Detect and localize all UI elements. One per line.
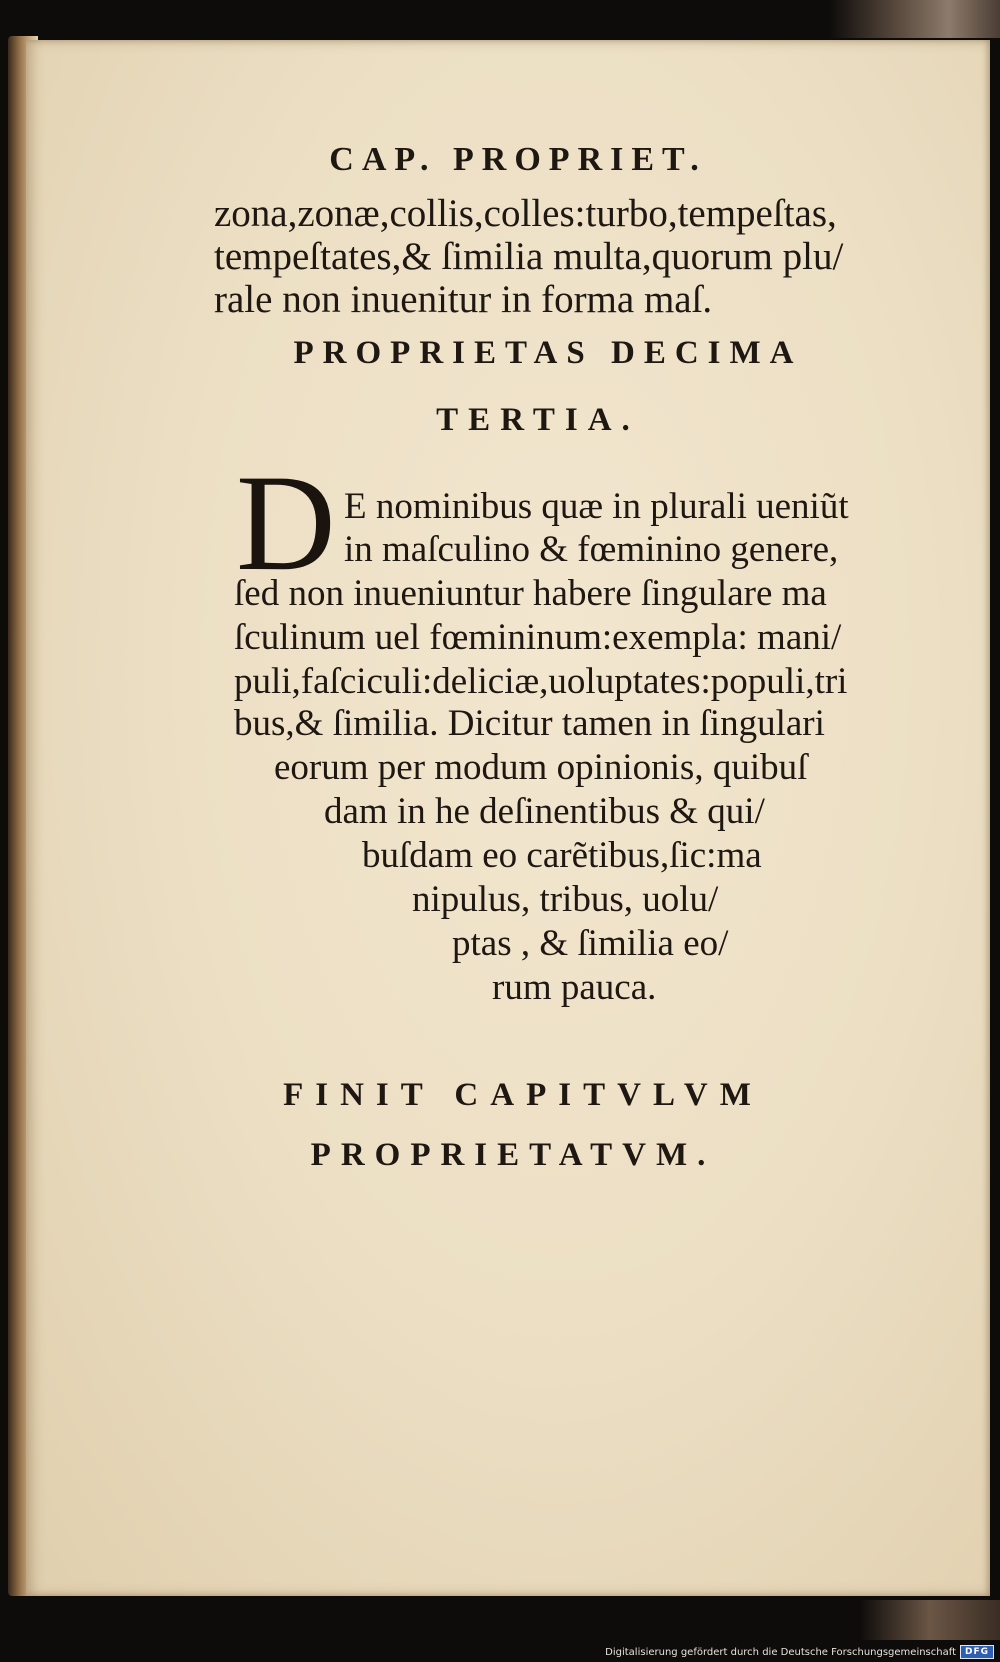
paragraph-line: rum pauca. — [492, 967, 657, 1008]
paragraph-line: bus,& ſimilia. Dicitur tamen in ſingulari — [234, 703, 825, 744]
paragraph-line: puli,faſciculi:deliciæ,uoluptates:populi,tri — [234, 661, 848, 702]
paragraph-line: ſed non inueniuntur habere ſingulare ma — [234, 573, 827, 614]
paragraph-line: in maſculino & fœminino genere, — [344, 529, 839, 570]
book-page — [26, 40, 990, 1596]
paragraph-line: E nominibus quæ in plurali ueniũt — [344, 486, 849, 527]
paragraph-line: eorum per modum opinionis, quibuſ — [274, 747, 808, 788]
digitization-credit: Digitalisierung gefördert durch die Deutsche Forschungsgemeinschaft — [605, 1647, 956, 1658]
section-title-line2: TERTIA. — [436, 402, 640, 438]
paragraph-line: nipulus, tribus, uolu/ — [412, 879, 719, 920]
colophon-line2: PROPRIETATVM. — [310, 1137, 716, 1173]
running-head: CAP. PROPRIET. — [329, 141, 707, 178]
page-corner-top — [830, 0, 1000, 38]
colophon: FINIT CAPITVLVM — [283, 1077, 763, 1113]
page-corner-bottom — [860, 1600, 1000, 1640]
paragraph-line: ptas , & ſimilia eo/ — [452, 923, 729, 964]
continuation-line: tempeſtates,& ſimilia multa,quorum plu/ — [214, 235, 844, 278]
paragraph-line: dam in he deſinentibus & qui/ — [324, 791, 765, 832]
drop-capital: D — [236, 446, 336, 599]
section-title: PROPRIETAS DECIMA — [293, 335, 803, 371]
paragraph-line: ſculinum uel fœmininum:exempla: mani/ — [234, 617, 842, 658]
continuation-line: rale non inuenitur in forma maſ. — [214, 278, 713, 321]
paragraph-line: buſdam eo carẽtibus,ſic:ma — [362, 835, 762, 876]
dfg-logo: DFG — [960, 1645, 994, 1659]
continuation-line: zona,zonæ,collis,colles:turbo,tempeſtas, — [214, 192, 837, 235]
